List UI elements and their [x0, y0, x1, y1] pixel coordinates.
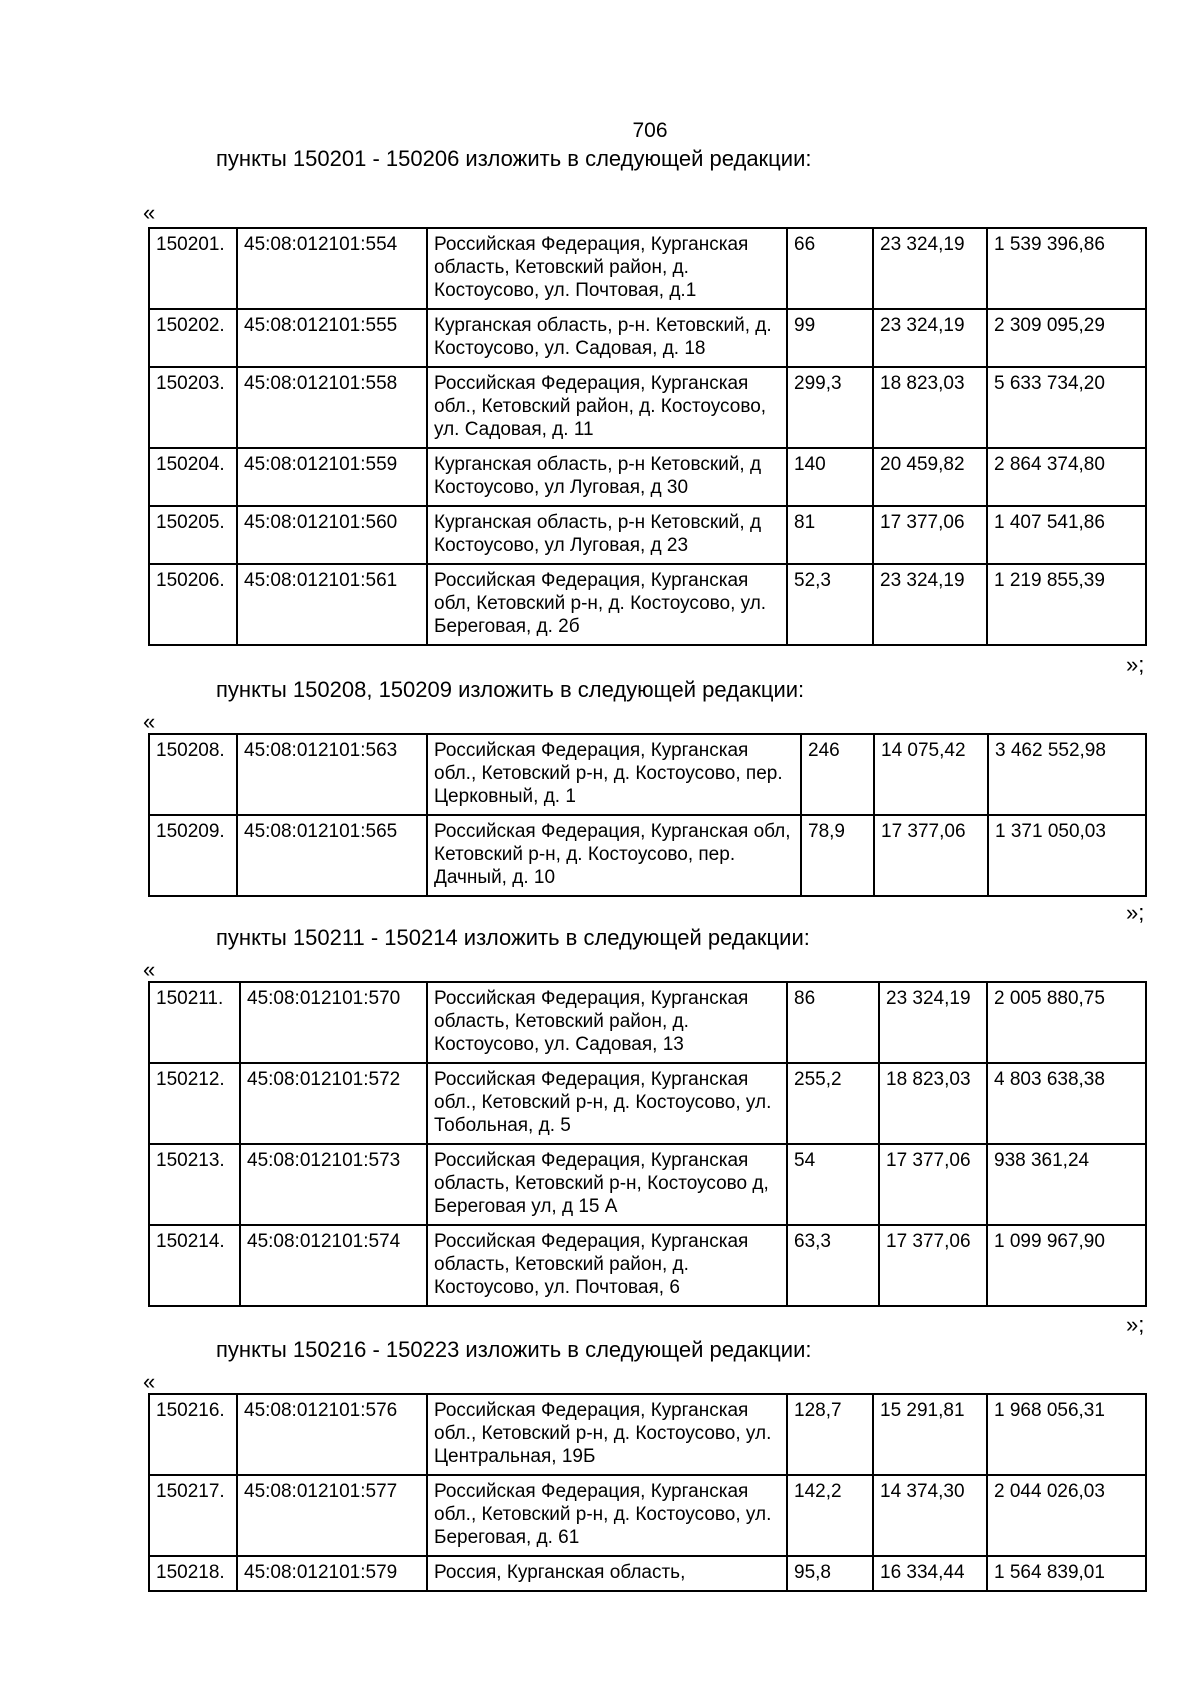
cadastral-value-cell: 1 407 541,86 [987, 506, 1146, 564]
close-quote: »; [1126, 900, 1145, 925]
cadastral-number-cell: 45:08:012101:570 [240, 982, 427, 1063]
row-number-cell: 150217. [149, 1475, 237, 1556]
table-body [149, 1394, 1146, 1591]
cadastral-number-cell: 45:08:012101:577 [237, 1475, 427, 1556]
unit-value-cell: 17 377,06 [879, 1225, 987, 1306]
table-row [149, 1063, 1146, 1144]
table-row [149, 367, 1146, 448]
area-cell: 78,9 [801, 815, 874, 896]
unit-value-cell: 20 459,82 [873, 448, 987, 506]
unit-value-cell: 17 377,06 [879, 1144, 987, 1225]
area-cell: 81 [787, 506, 873, 564]
cadastral-number-cell: 45:08:012101:561 [237, 564, 427, 645]
cadastral-value-cell: 3 462 552,98 [988, 734, 1146, 815]
address-cell: Российская Федерация, Курганская область, Кетовский р-н, Костоусово д, Береговая ул, д 15 А [427, 1144, 787, 1225]
section-intro: пункты 150216 - 150223 изложить в следующей редакции: [216, 1337, 812, 1362]
cadastral-value-cell: 2 044 026,03 [987, 1475, 1146, 1556]
cadastral-number-cell: 45:08:012101:565 [237, 815, 427, 896]
cadastral-number-cell: 45:08:012101:573 [240, 1144, 427, 1225]
row-number-cell: 150216. [149, 1394, 237, 1475]
area-cell: 255,2 [787, 1063, 879, 1144]
close-quote: »; [1126, 1312, 1145, 1337]
address-cell: Российская Федерация, Курганская область, Кетовский район, д. Костоусово, ул. Почтовая, д.1 [427, 228, 787, 309]
row-number-cell: 150205. [149, 506, 237, 564]
cadastral-number-cell: 45:08:012101:563 [237, 734, 427, 815]
cadastral-value-cell: 4 803 638,38 [987, 1063, 1146, 1144]
row-number-cell: 150209. [149, 815, 237, 896]
table-row [149, 228, 1146, 309]
area-cell: 99 [787, 309, 873, 367]
row-number-cell: 150208. [149, 734, 237, 815]
cadastral-value-cell: 938 361,24 [987, 1144, 1146, 1225]
section-table [148, 1393, 1147, 1592]
address-cell: Россия, Курганская область, [427, 1556, 787, 1591]
table-row [149, 448, 1146, 506]
area-cell: 66 [787, 228, 873, 309]
area-cell: 63,3 [787, 1225, 879, 1306]
unit-value-cell: 17 377,06 [873, 506, 987, 564]
row-number-cell: 150211. [149, 982, 240, 1063]
address-cell: Курганская область, р-н Кетовский, д Костоусово, ул Луговая, д 30 [427, 448, 787, 506]
table-body [149, 982, 1146, 1306]
area-cell: 86 [787, 982, 879, 1063]
cadastral-number-cell: 45:08:012101:576 [237, 1394, 427, 1475]
cadastral-number-cell: 45:08:012101:555 [237, 309, 427, 367]
open-quote: « [143, 957, 156, 982]
row-number-cell: 150213. [149, 1144, 240, 1225]
address-cell: Российская Федерация, Курганская обл., Кетовский р-н, д. Костоусово, ул. Береговая, д. 61 [427, 1475, 787, 1556]
open-quote: « [143, 200, 156, 225]
cadastral-value-cell: 2 309 095,29 [987, 309, 1146, 367]
unit-value-cell: 16 334,44 [873, 1556, 987, 1591]
row-number-cell: 150201. [149, 228, 237, 309]
table-row [149, 1394, 1146, 1475]
open-quote: « [143, 1369, 156, 1394]
cadastral-value-cell: 2 864 374,80 [987, 448, 1146, 506]
row-number-cell: 150202. [149, 309, 237, 367]
cadastral-value-cell: 1 219 855,39 [987, 564, 1146, 645]
table-row [149, 564, 1146, 645]
cadastral-number-cell: 45:08:012101:560 [237, 506, 427, 564]
area-cell: 246 [801, 734, 874, 815]
cadastral-number-cell: 45:08:012101:554 [237, 228, 427, 309]
cadastral-number-cell: 45:08:012101:574 [240, 1225, 427, 1306]
table-row [149, 506, 1146, 564]
row-number-cell: 150203. [149, 367, 237, 448]
table-row [149, 1144, 1146, 1225]
unit-value-cell: 18 823,03 [879, 1063, 987, 1144]
page-number: 706 [632, 119, 668, 142]
cadastral-number-cell: 45:08:012101:559 [237, 448, 427, 506]
table-row [149, 1225, 1146, 1306]
cadastral-value-cell: 1 099 967,90 [987, 1225, 1146, 1306]
address-cell: Курганская область, р-н. Кетовский, д. Костоусово, ул. Садовая, д. 18 [427, 309, 787, 367]
address-cell: Курганская область, р-н Кетовский, д Костоусово, ул Луговая, д 23 [427, 506, 787, 564]
cadastral-value-cell: 1 539 396,86 [987, 228, 1146, 309]
cadastral-number-cell: 45:08:012101:579 [237, 1556, 427, 1591]
row-number-cell: 150206. [149, 564, 237, 645]
table-row [149, 734, 1146, 815]
section-table [148, 733, 1147, 897]
unit-value-cell: 23 324,19 [873, 564, 987, 645]
section-intro: пункты 150211 - 150214 изложить в следующей редакции: [216, 925, 810, 950]
area-cell: 142,2 [787, 1475, 873, 1556]
section-table [148, 981, 1147, 1307]
unit-value-cell: 15 291,81 [873, 1394, 987, 1475]
address-cell: Российская Федерация, Курганская область, Кетовский район, д. Костоусово, ул. Садовая, 13 [427, 982, 787, 1063]
unit-value-cell: 23 324,19 [879, 982, 987, 1063]
table-row [149, 1556, 1146, 1591]
section-intro: пункты 150208, 150209 изложить в следующей редакции: [216, 677, 805, 702]
address-cell: Российская Федерация, Курганская обл., Кетовский р-н, д. Костоусово, пер. Церковный, д. 1 [427, 734, 801, 815]
close-quote: »; [1126, 652, 1145, 677]
section-table [148, 227, 1147, 646]
cadastral-value-cell: 1 968 056,31 [987, 1394, 1146, 1475]
table-row [149, 309, 1146, 367]
cadastral-value-cell: 5 633 734,20 [987, 367, 1146, 448]
area-cell: 299,3 [787, 367, 873, 448]
unit-value-cell: 23 324,19 [873, 228, 987, 309]
unit-value-cell: 14 075,42 [874, 734, 988, 815]
area-cell: 128,7 [787, 1394, 873, 1475]
table-body [149, 734, 1146, 896]
unit-value-cell: 17 377,06 [874, 815, 988, 896]
area-cell: 140 [787, 448, 873, 506]
unit-value-cell: 18 823,03 [873, 367, 987, 448]
open-quote: « [143, 709, 156, 734]
row-number-cell: 150212. [149, 1063, 240, 1144]
address-cell: Российская Федерация, Курганская обл., Кетовский р-н, д. Костоусово, ул. Центральная, 19Б [427, 1394, 787, 1475]
cadastral-value-cell: 1 371 050,03 [988, 815, 1146, 896]
unit-value-cell: 14 374,30 [873, 1475, 987, 1556]
table-row [149, 982, 1146, 1063]
address-cell: Российская Федерация, Курганская область, Кетовский район, д. Костоусово, ул. Почтовая, 6 [427, 1225, 787, 1306]
area-cell: 95,8 [787, 1556, 873, 1591]
table-row [149, 1475, 1146, 1556]
address-cell: Российская Федерация, Курганская обл, Кетовский р-н, д. Костоусово, ул. Береговая, д. 2б [427, 564, 787, 645]
unit-value-cell: 23 324,19 [873, 309, 987, 367]
area-cell: 54 [787, 1144, 879, 1225]
table-row [149, 815, 1146, 896]
cadastral-value-cell: 2 005 880,75 [987, 982, 1146, 1063]
address-cell: Российская Федерация, Курганская обл, Кетовский р-н, д. Костоусово, пер. Дачный, д. 10 [427, 815, 801, 896]
row-number-cell: 150214. [149, 1225, 240, 1306]
section-intro: пункты 150201 - 150206 изложить в следующей редакции: [216, 146, 812, 171]
area-cell: 52,3 [787, 564, 873, 645]
address-cell: Российская Федерация, Курганская обл., Кетовский р-н, д. Костоусово, ул. Тобольная, д. 5 [427, 1063, 787, 1144]
cadastral-value-cell: 1 564 839,01 [987, 1556, 1146, 1591]
table-body [149, 228, 1146, 645]
row-number-cell: 150204. [149, 448, 237, 506]
cadastral-number-cell: 45:08:012101:558 [237, 367, 427, 448]
row-number-cell: 150218. [149, 1556, 237, 1591]
address-cell: Российская Федерация, Курганская обл., Кетовский район, д. Костоусово, ул. Садовая, д. 11 [427, 367, 787, 448]
cadastral-number-cell: 45:08:012101:572 [240, 1063, 427, 1144]
